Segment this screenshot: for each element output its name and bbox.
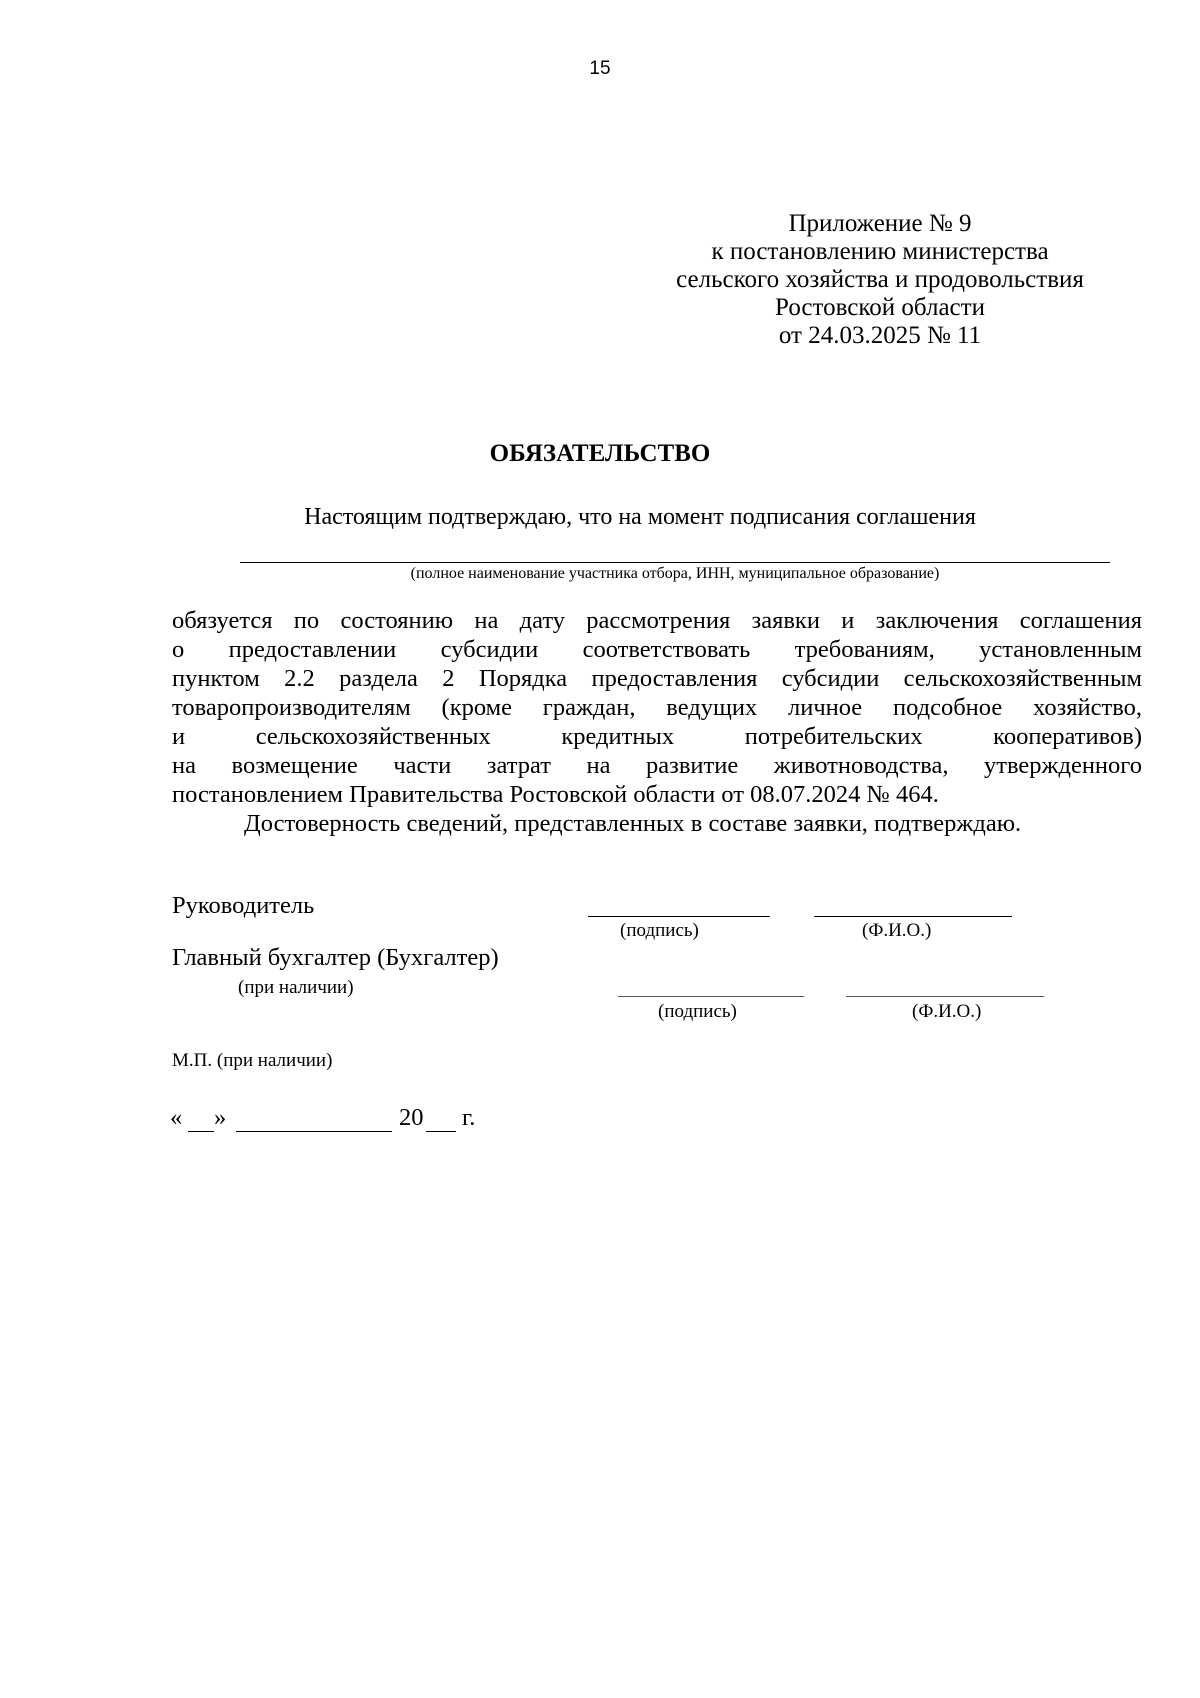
date-close-quote: » <box>214 1104 227 1131</box>
day-fill-line <box>188 1131 214 1132</box>
participant-fill-line <box>240 562 1110 563</box>
month-fill-line <box>236 1131 392 1132</box>
accountant-note: (при наличии) <box>238 977 354 998</box>
appendix-line-2: к постановлению министерства <box>711 238 1049 265</box>
accountant-name-caption: (Ф.И.О.) <box>912 1001 982 1022</box>
date-open-quote: « <box>170 1104 183 1131</box>
accountant-name-line <box>846 996 1044 997</box>
stamp-label: М.П. (при наличии) <box>172 1050 333 1071</box>
participant-fill-caption: (полное наименование участника отбора, ИНН, муниципальное образование) <box>410 565 940 582</box>
date-year-suffix: г. <box>462 1104 476 1131</box>
document-title: ОБЯЗАТЕЛЬСТВО <box>489 440 711 467</box>
confirmation-text: Достоверность сведений, представленных в составе заявки, подтверждаю. <box>244 810 1022 837</box>
body-line: постановлением Правительства Ростовской области от 08.07.2024 № 464. <box>172 781 939 808</box>
accountant-signature-caption: (подпись) <box>658 1001 737 1022</box>
body-line: обязуется по состоянию на дату рассмотрения заявки и заключения соглашения <box>172 607 1142 634</box>
head-signature-line <box>588 916 770 917</box>
body-line: на возмещение части затрат на развитие животноводства, утвержденного <box>172 752 1142 779</box>
date-year-prefix: 20 <box>399 1104 424 1131</box>
body-line: товаропроизводителям (кроме граждан, ведущих личное подсобное хозяйство, <box>172 694 1142 721</box>
accountant-label: Главный бухгалтер (Бухгалтер) <box>172 944 499 971</box>
head-label: Руководитель <box>172 892 315 919</box>
body-line: пунктом 2.2 раздела 2 Порядка предоставления субсидии сельскохозяйственным <box>172 665 1142 692</box>
head-name-line <box>814 916 1012 917</box>
appendix-line-1: Приложение № 9 <box>788 210 972 237</box>
year-fill-line <box>426 1131 456 1132</box>
body-line: о предоставлении субсидии соответствовать требованиям, установленным <box>172 636 1142 663</box>
page-number: 15 <box>589 58 611 79</box>
body-line: и сельскохозяйственных кредитных потребительских кооперативов) <box>172 723 1142 750</box>
head-name-caption: (Ф.И.О.) <box>862 920 932 941</box>
appendix-line-5: от 24.03.2025 № 11 <box>778 322 982 349</box>
intro-text: Настоящим подтверждаю, что на момент подписания соглашения <box>304 504 976 530</box>
accountant-signature-line <box>618 996 804 997</box>
head-signature-caption: (подпись) <box>620 920 699 941</box>
appendix-line-3: сельского хозяйства и продовольствия <box>676 266 1084 293</box>
appendix-line-4: Ростовской области <box>775 294 985 321</box>
